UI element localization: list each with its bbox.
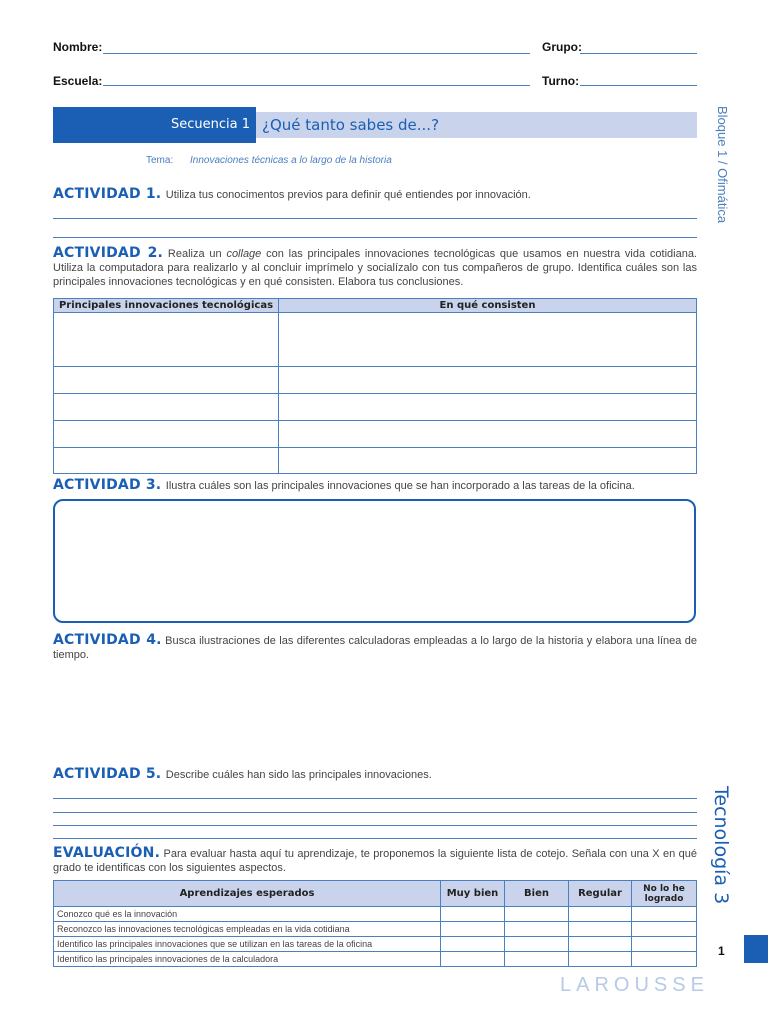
activity-4-text: Busca ilustraciones de las diferentes calculadoras empleadas a lo largo de la historia y elabora una línea de tiempo. bbox=[53, 635, 698, 661]
activity-4-title: ACTIVIDAD 4. bbox=[53, 632, 162, 648]
table-row bbox=[54, 313, 697, 367]
check-cell[interactable] bbox=[505, 907, 569, 922]
check-cell[interactable] bbox=[632, 952, 697, 967]
check-cell[interactable] bbox=[569, 907, 632, 922]
grupo-field[interactable] bbox=[580, 53, 697, 54]
activity-4 bbox=[53, 633, 697, 662]
check-cell[interactable] bbox=[632, 922, 697, 937]
answer-line[interactable] bbox=[53, 812, 697, 813]
nombre-label: Nombre: bbox=[53, 40, 103, 54]
table-row bbox=[54, 367, 697, 394]
table-cell[interactable] bbox=[279, 394, 697, 421]
grupo-label: Grupo: bbox=[542, 40, 582, 54]
sequence-title-bar bbox=[256, 112, 697, 138]
table-cell[interactable] bbox=[54, 421, 279, 448]
check-cell[interactable] bbox=[632, 907, 697, 922]
table-header: Muy bien bbox=[441, 881, 505, 907]
illustration-box[interactable] bbox=[53, 499, 696, 623]
check-cell[interactable] bbox=[441, 907, 505, 922]
sequence-banner bbox=[53, 107, 256, 143]
activity-2-text-rest: con las principales innovaciones tecnológicas que usamos en nuestra vida cotidiana. Utiliza la computadora para realizarlo y al concluir imprímelo y socialízalo con tus compañeros de grupo. Identifica cuáles son las principales innovaciones tecnológicas y en qué consisten. Elabora tus conclusiones. bbox=[53, 248, 697, 288]
check-cell[interactable] bbox=[632, 937, 697, 952]
activity-3 bbox=[53, 476, 697, 494]
activity-2-italic: collage bbox=[226, 248, 262, 260]
table-row bbox=[54, 952, 697, 967]
sequence-label: Secuencia 1 bbox=[170, 117, 250, 132]
nombre-field[interactable] bbox=[103, 53, 530, 54]
check-cell[interactable] bbox=[569, 922, 632, 937]
page-number: 1 bbox=[718, 944, 725, 958]
innovations-table bbox=[53, 298, 697, 474]
table-cell[interactable] bbox=[279, 313, 697, 367]
answer-line[interactable] bbox=[53, 218, 697, 219]
activity-3-title: ACTIVIDAD 3. bbox=[53, 477, 162, 493]
table-cell[interactable] bbox=[279, 367, 697, 394]
bloque-text: Bloque 1 / Ofimática bbox=[715, 106, 730, 224]
activity-2 bbox=[53, 246, 697, 289]
escuela-label: Escuela: bbox=[53, 74, 103, 88]
table-header: Bien bbox=[505, 881, 569, 907]
activity-5-text: Describe cuáles han sido las principales innovaciones. bbox=[165, 769, 432, 781]
turno-label: Turno: bbox=[542, 74, 580, 88]
activity-5 bbox=[53, 765, 697, 783]
check-cell[interactable] bbox=[569, 937, 632, 952]
criterion-cell: Reconozco las innovaciones tecnológicas empleadas en la vida cotidiana bbox=[54, 922, 441, 937]
evaluation bbox=[53, 846, 697, 875]
table-header: Regular bbox=[569, 881, 632, 907]
table-cell[interactable] bbox=[54, 394, 279, 421]
answer-line[interactable] bbox=[53, 838, 697, 839]
table-cell[interactable] bbox=[54, 448, 279, 474]
escuela-field[interactable] bbox=[103, 85, 530, 86]
activity-2-title: ACTIVIDAD 2. bbox=[53, 245, 164, 261]
check-cell[interactable] bbox=[441, 952, 505, 967]
check-cell[interactable] bbox=[441, 922, 505, 937]
publisher-logo: LAROUSSE bbox=[560, 974, 709, 996]
table-row bbox=[54, 937, 697, 952]
table-cell[interactable] bbox=[54, 313, 279, 367]
table-cell[interactable] bbox=[279, 421, 697, 448]
table-header: No lo he logrado bbox=[632, 881, 697, 907]
table-row bbox=[54, 922, 697, 937]
answer-line[interactable] bbox=[53, 237, 697, 238]
answer-line[interactable] bbox=[53, 798, 697, 799]
check-cell[interactable] bbox=[505, 937, 569, 952]
tema-value: Innovaciones técnicas a lo largo de la historia bbox=[190, 155, 392, 166]
activity-1-text: Utiliza tus conocimentos previos para definir qué entiendes por innovación. bbox=[165, 189, 531, 201]
table-row bbox=[54, 448, 697, 474]
evaluation-text: Para evaluar hasta aquí tu aprendizaje, te proponemos la siguiente lista de cotejo. Señala con una X en qué grado te identificas con los siguientes aspectos. bbox=[53, 848, 698, 874]
check-cell[interactable] bbox=[569, 952, 632, 967]
tema-label: Tema: bbox=[146, 155, 174, 166]
evaluation-title: EVALUACIÓN. bbox=[53, 845, 161, 861]
bloque-side-label bbox=[712, 106, 732, 256]
book-title: Tecnología 3 bbox=[710, 786, 732, 905]
checklist-table bbox=[53, 880, 697, 967]
page-tab bbox=[744, 935, 768, 963]
table-header: Principales innovaciones tecnológicas bbox=[54, 299, 279, 313]
criterion-cell: Conozco qué es la innovación bbox=[54, 907, 441, 922]
table-header: En qué consisten bbox=[279, 299, 697, 313]
table-cell[interactable] bbox=[279, 448, 697, 474]
table-row bbox=[54, 394, 697, 421]
activity-2-text: Realiza un bbox=[167, 248, 227, 260]
turno-field[interactable] bbox=[580, 85, 697, 86]
table-row bbox=[54, 907, 697, 922]
criterion-cell: Identifico las principales innovaciones de la calculadora bbox=[54, 952, 441, 967]
check-cell[interactable] bbox=[441, 937, 505, 952]
activity-1-title: ACTIVIDAD 1. bbox=[53, 186, 162, 202]
table-row bbox=[54, 421, 697, 448]
check-cell[interactable] bbox=[505, 952, 569, 967]
answer-line[interactable] bbox=[53, 825, 697, 826]
activity-1 bbox=[53, 185, 697, 203]
book-side-label bbox=[708, 786, 734, 916]
activity-5-title: ACTIVIDAD 5. bbox=[53, 766, 162, 782]
sequence-title: ¿Qué tanto sabes de...? bbox=[262, 116, 440, 134]
table-header: Aprendizajes esperados bbox=[54, 881, 441, 907]
check-cell[interactable] bbox=[505, 922, 569, 937]
table-cell[interactable] bbox=[54, 367, 279, 394]
activity-3-text: Ilustra cuáles son las principales innovaciones que se han incorporado a las tareas de la oficina. bbox=[165, 480, 635, 492]
criterion-cell: Identifico las principales innovaciones que se utilizan en las tareas de la oficina bbox=[54, 937, 441, 952]
